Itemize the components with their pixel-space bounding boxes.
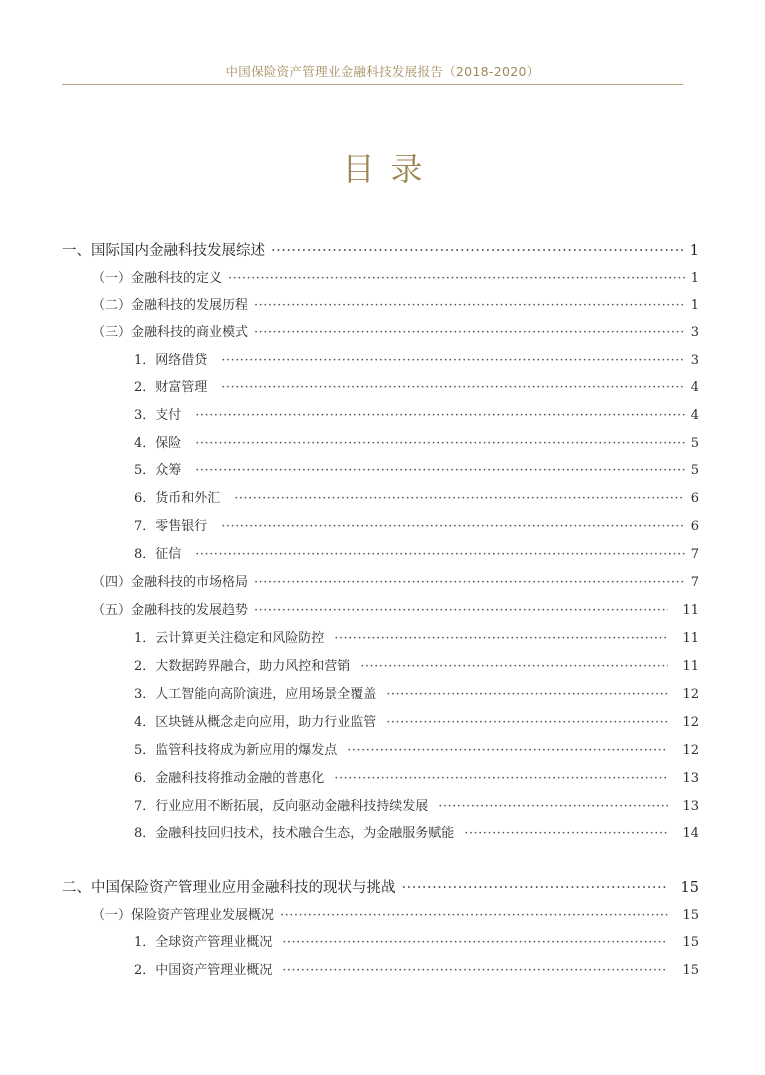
- toc-entry-label: 7．行业应用不断拓展，反向驱动金融科技持续发展: [134, 799, 429, 814]
- toc-entry-subsection[interactable]: [134, 768, 699, 790]
- toc-entry-subsection[interactable]: [134, 377, 699, 399]
- header-divider: [62, 84, 683, 85]
- toc-leader-dots: [195, 405, 685, 427]
- toc-entry-page: 5: [690, 436, 699, 451]
- toc-entry-page: 11: [682, 631, 699, 646]
- toc-entry-label: （五）金融科技的发展趋势: [92, 603, 249, 618]
- toc-entry-subsection[interactable]: [134, 433, 699, 455]
- toc-entry-label: （三）金融科技的商业模式: [92, 325, 249, 340]
- toc-entry-label: （四）金融科技的市场格局: [92, 575, 249, 590]
- toc-entry-page: 15: [682, 908, 699, 923]
- toc-entry-page: 4: [690, 408, 699, 423]
- toc-leader-dots: [228, 268, 685, 290]
- toc-leader-dots: [195, 460, 685, 482]
- toc-entry-label: 8．征信: [134, 547, 182, 562]
- toc-entry-label: 4．区块链从概念走向应用，助力行业监管: [134, 715, 377, 730]
- toc-entry-subsection[interactable]: [134, 712, 699, 734]
- toc-entry-label: （一）金融科技的定义: [92, 271, 223, 286]
- toc-entry-label: 3．人工智能向高阶演进，应用场景全覆盖: [134, 687, 377, 702]
- toc-entry-subsection[interactable]: [134, 796, 699, 818]
- toc-entry-section[interactable]: [92, 600, 699, 622]
- toc-entry-subsection[interactable]: [134, 460, 699, 482]
- toc-entry-page: 3: [690, 353, 699, 368]
- toc-entry-label: 6．货币和外汇: [134, 491, 221, 506]
- toc-leader-dots: [254, 600, 668, 622]
- toc-leader-dots: [254, 295, 685, 317]
- toc-entry-page: 1: [690, 298, 699, 313]
- toc-entry-label: 1．网络借贷: [134, 353, 208, 368]
- toc-leader-dots: [464, 823, 668, 845]
- toc-entry-subsection[interactable]: [134, 823, 699, 845]
- toc-title: 目录: [342, 150, 439, 188]
- toc-entry-page: 6: [690, 519, 699, 534]
- toc-entry-label: 1．全球资产管理业概况: [134, 935, 273, 950]
- toc-entry-subsection[interactable]: [134, 628, 699, 650]
- toc-entry-page: 12: [682, 715, 699, 730]
- toc-entry-page: 13: [682, 771, 699, 786]
- toc-entry-label: 7．零售银行: [134, 519, 208, 534]
- toc-entry-section[interactable]: [92, 268, 699, 290]
- toc-entry-page: 7: [690, 547, 699, 562]
- toc-entry-section[interactable]: [92, 322, 699, 344]
- toc-entry-subsection[interactable]: [134, 684, 699, 706]
- toc-entry-page: 5: [690, 463, 699, 478]
- toc-leader-dots: [334, 768, 668, 790]
- toc-entry-section[interactable]: [92, 295, 699, 317]
- toc-leader-dots: [221, 377, 685, 399]
- toc-entry-page: 7: [690, 575, 699, 590]
- toc-leader-dots: [280, 905, 668, 927]
- toc-entry-label: 4．保险: [134, 436, 182, 451]
- toc-leader-dots: [386, 712, 668, 734]
- toc-entry-label: 2．财富管理: [134, 380, 208, 395]
- toc-entry-section[interactable]: [92, 572, 699, 594]
- toc-leader-dots: [282, 960, 668, 982]
- toc-entry-page: 15: [682, 935, 699, 950]
- toc-entry-label: 2．大数据跨界融合，助力风控和营销: [134, 659, 351, 674]
- toc-leader-dots: [360, 656, 668, 678]
- toc-entry-page: 1: [690, 271, 699, 286]
- toc-entry-label: （一）保险资产管理业发展概况: [92, 908, 275, 923]
- toc-entry-subsection[interactable]: [134, 405, 699, 427]
- toc-entry-subsection[interactable]: [134, 960, 699, 982]
- toc-entry-page: 14: [682, 826, 699, 841]
- toc-entry-page: 12: [682, 743, 699, 758]
- toc-entry-page: 4: [690, 380, 699, 395]
- toc-entry-label: 2．中国资产管理业概况: [134, 963, 273, 978]
- toc-entry-label: 1．云计算更关注稳定和风险防控: [134, 631, 325, 646]
- toc-leader-dots: [254, 572, 685, 594]
- toc-leader-dots: [386, 684, 668, 706]
- toc-entry-label: 二、中国保险资产管理业应用金融科技的现状与挑战: [62, 880, 396, 896]
- toc-entry-page: 6: [690, 491, 699, 506]
- toc-leader-dots: [347, 740, 668, 762]
- toc-leader-dots: [195, 544, 685, 566]
- toc-leader-dots: [271, 240, 685, 262]
- toc-entry-label: 5．监管科技将成为新应用的爆发点: [134, 743, 338, 758]
- toc-leader-dots: [195, 433, 685, 455]
- toc-entry-section[interactable]: [92, 905, 699, 927]
- toc-entry-page: 12: [682, 687, 699, 702]
- toc-entry-page: 1: [689, 243, 699, 259]
- toc-leader-dots: [438, 796, 668, 818]
- toc-leader-dots: [221, 516, 685, 538]
- toc-leader-dots: [234, 488, 685, 510]
- toc-entry-page: 3: [690, 325, 699, 340]
- toc-entry-subsection[interactable]: [134, 932, 699, 954]
- toc-entry-label: 8．金融科技回归技术，技术融合生态，为金融服务赋能: [134, 826, 455, 841]
- toc-entry-page: 11: [682, 659, 699, 674]
- toc-leader-dots: [221, 350, 685, 372]
- toc-entry-chapter-2[interactable]: [62, 877, 699, 899]
- toc-entry-label: 3．支付: [134, 408, 182, 423]
- running-header-title: 中国保险资产管理业金融科技发展报告（2018-2020）: [225, 64, 540, 79]
- toc-entry-subsection[interactable]: [134, 488, 699, 510]
- toc-entry-page: 13: [682, 799, 699, 814]
- toc-entry-subsection[interactable]: [134, 516, 699, 538]
- toc-entry-label: 一、国际国内金融科技发展综述: [62, 243, 265, 259]
- toc-entry-subsection[interactable]: [134, 544, 699, 566]
- toc-entry-subsection[interactable]: [134, 740, 699, 762]
- toc-entry-page: 15: [682, 963, 699, 978]
- toc-leader-dots: [334, 628, 668, 650]
- toc-entry-subsection[interactable]: [134, 656, 699, 678]
- toc-leader-dots: [402, 877, 667, 899]
- toc-entry-chapter-1[interactable]: [62, 240, 699, 262]
- toc-leader-dots: [282, 932, 668, 954]
- toc-entry-subsection[interactable]: [134, 350, 699, 372]
- toc-entry-label: 6．金融科技将推动金融的普惠化: [134, 771, 325, 786]
- toc-entry-page: 15: [680, 880, 699, 896]
- toc-entry-page: 11: [682, 603, 699, 618]
- toc-leader-dots: [254, 322, 685, 344]
- toc-entry-label: （二）金融科技的发展历程: [92, 298, 249, 313]
- toc-entry-label: 5．众筹: [134, 463, 182, 478]
